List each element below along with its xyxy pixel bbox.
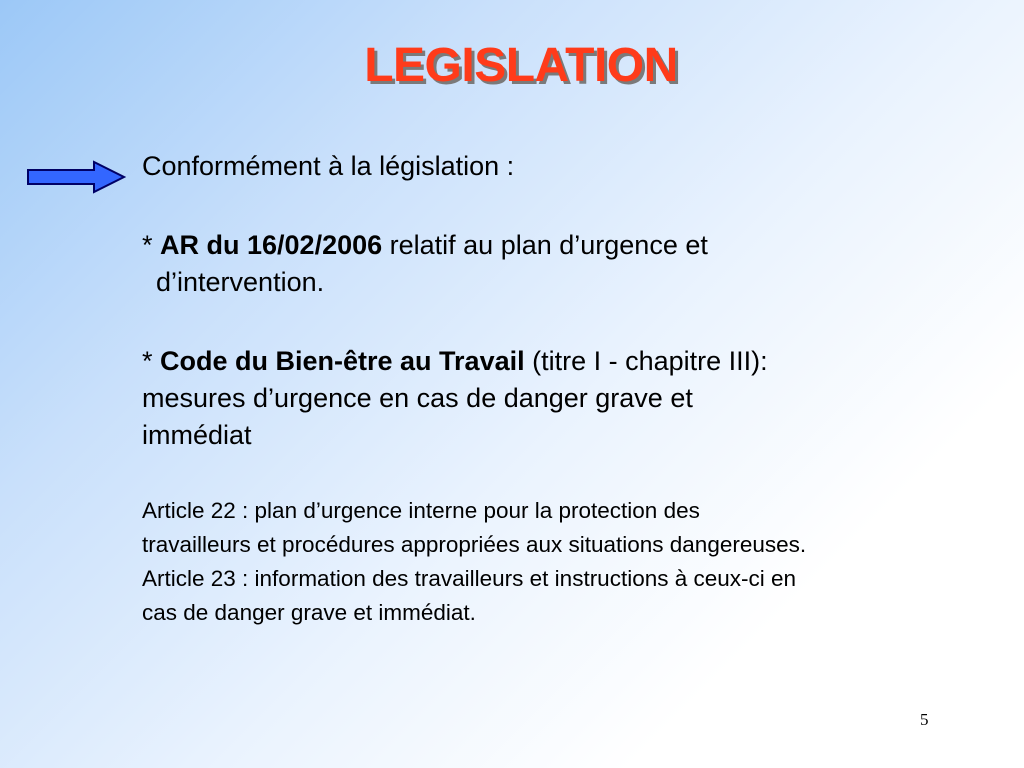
code-reference: Code du Bien-être au Travail [160,346,525,376]
code-description-line2: mesures d’urgence en cas de danger grave et [142,383,693,413]
ar-description-continued: d’intervention. [156,267,325,297]
code-description-line3: immédiat [142,420,252,450]
intro-text: Conformément à la législation : [142,151,515,181]
right-arrow-icon [26,160,126,194]
article-22-line1: Article 22 : plan d’urgence interne pour la protection des [142,498,700,523]
legislation-item-code [142,343,1002,380]
code-description: (titre I - chapitre III): [524,346,768,376]
ar-description: relatif au plan d’urgence et [382,230,708,260]
bullet: * [142,346,161,376]
page-number: 5 [920,710,929,729]
slide-title: LEGISLATION [364,39,678,92]
slide-body [142,148,1002,630]
ar-reference: AR du 16/02/2006 [160,230,383,260]
articles-block [142,494,1002,630]
bullet: * [142,230,161,260]
article-23-line1: Article 23 : information des travailleurs et instructions à ceux-ci en [142,566,797,591]
legislation-item-ar [142,227,1002,264]
article-23-line2: cas de danger grave et immédiat. [142,600,476,625]
article-22-line2: travailleurs et procédures appropriées aux situations dangereuses. [142,532,807,557]
